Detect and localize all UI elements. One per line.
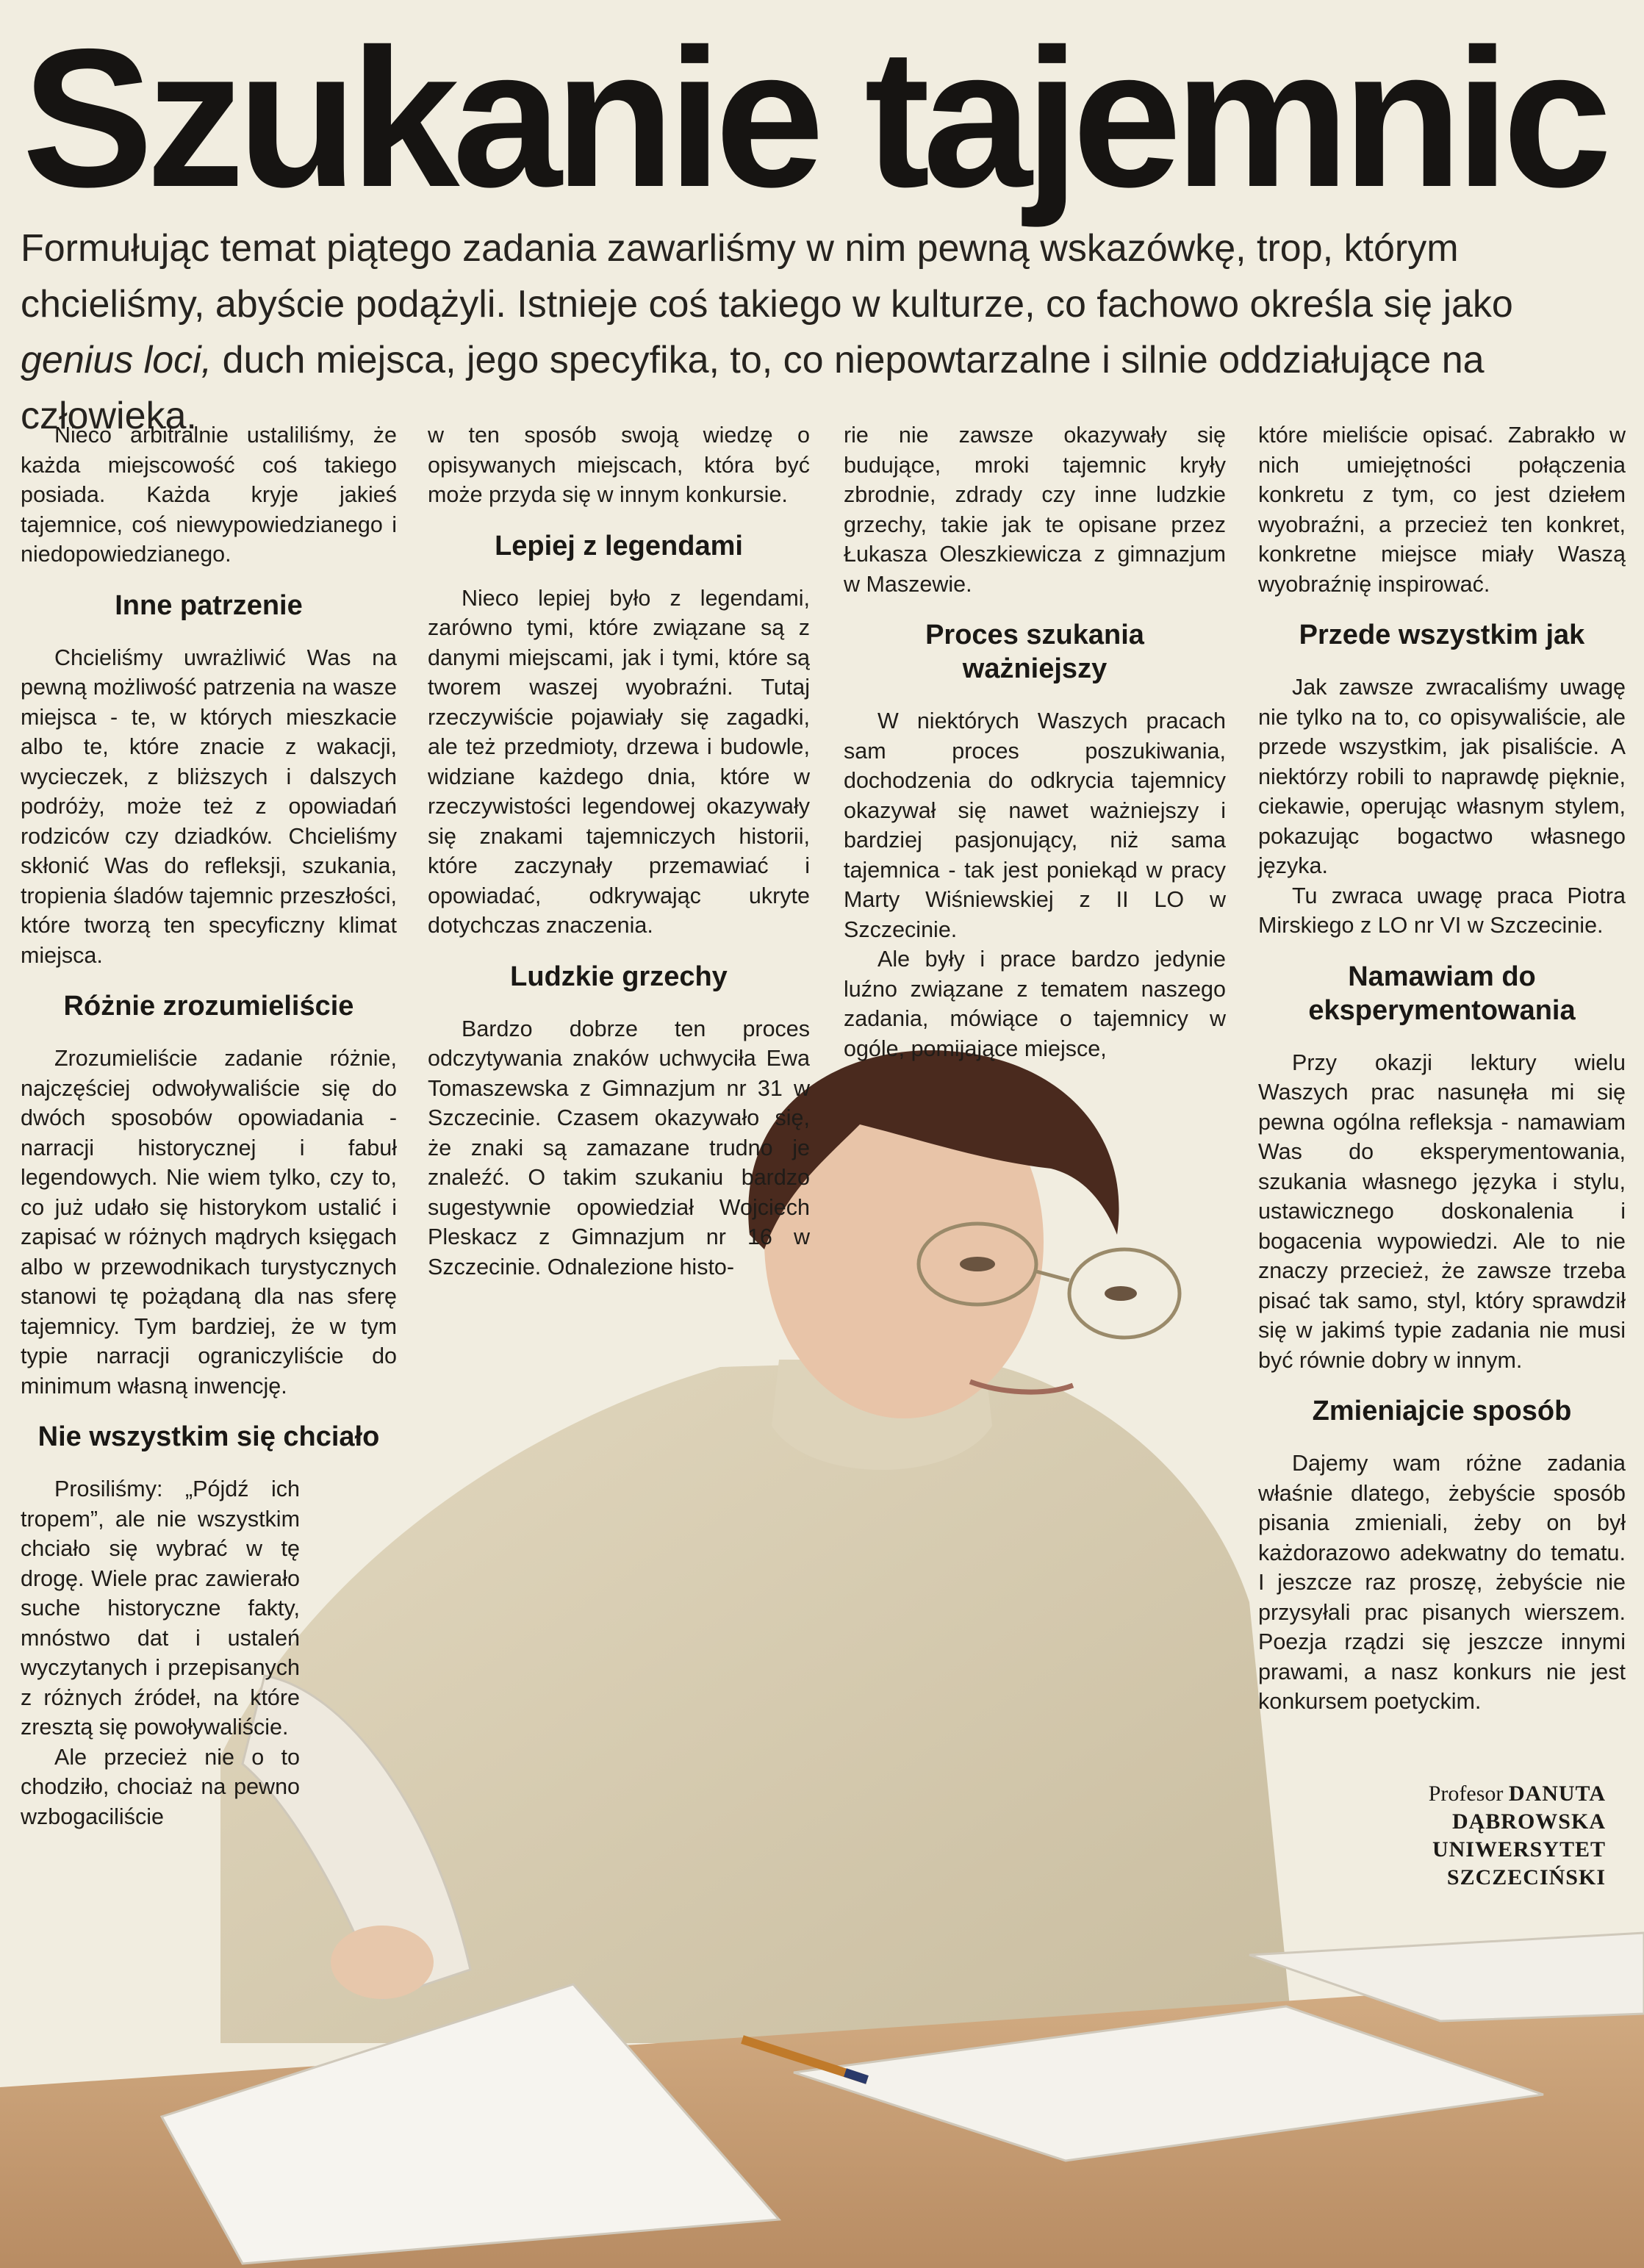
- lead-text-start: Formułując temat piątego zadania zawarliśmy w nim pewną wskazówkę, trop, którym chcieliśmy, abyście podążyli. Istnieje coś takiego w kulturze, co fachowo określa się jako: [21, 227, 1513, 326]
- author-name: DANUTA DĄBROWSKA: [1451, 1781, 1606, 1834]
- subheading: Przede wszystkim jak: [1299, 620, 1585, 650]
- body-paragraph: Tu zwraca uwagę praca Piotra Mirskiego z LO nr VI w Szczecinie.: [1258, 883, 1626, 938]
- author-line: [1297, 1780, 1606, 1836]
- body-paragraph: Prosiliśmy: „Pójdź ich tropem”, ale nie wszystkim chciało się wybrać w tę drogę. Wiele prac zawierało suche historyczne fakty, mnóstwo dat i ustaleń wyczytanych i przepisanych z różnych źródeł, na które zresztą się powoływaliście.: [21, 1476, 300, 1740]
- body-paragraph: w ten sposób swoją wiedzę o opisywanych miejscach, która być może przyda się w innym konkursie.: [428, 423, 810, 507]
- body-paragraph: rie nie zawsze okazywały się budujące, mroki tajemnic kryły zbrodnie, zdrady czy inne ludzkie grzechy, takie jak te opisane przez Łukasza Oleszkiewicza z gimnazjum w Maszewie.: [844, 423, 1226, 597]
- subheading: Zmieniajcie sposób: [1312, 1396, 1572, 1427]
- body-paragraph: Dajemy wam różne zadania właśnie dlatego, żebyście sposób pisania zmieniali, żeby on był każdorazowo adekwatny do tematu. I jeszcze raz proszę, żebyście nie przysyłali prac pisanych wierszem. Poezja rządzi się jeszcze innymi prawami, a nasz konkurs nie jest konkursem poetyckim.: [1258, 1451, 1626, 1714]
- lead-paragraph: [21, 220, 1623, 444]
- lead-term: genius loci,: [21, 339, 212, 381]
- body-paragraph: Zrozumieliście zadanie różnie, najczęściej odwoływaliście się do dwóch sposobów opowiadania - narracji historycznej i fabuł legendowych. Nie wiem tylko, czy to, co już udało się historykom ustalić i zapisać w różnych mądrych księgach albo w przewodnikach turystycznych stanowi tę pożądaną dla nas sferę tajemnicy. Tym bardziej, że w tym typie narracji ograniczyliście do minimum własną inwencję.: [21, 1046, 397, 1399]
- body-paragraph: Ale przecież nie o to chodziło, chociaż na pewno wzbogaciliście: [21, 1744, 300, 1829]
- column-2: [428, 420, 810, 1282]
- column-1: [21, 420, 397, 1831]
- subheading: Proces szukania ważniejszy: [925, 620, 1144, 684]
- column-4: [1258, 420, 1626, 1717]
- author-affiliation-2: SZCZECIŃSKI: [1446, 1865, 1606, 1890]
- body-paragraph: Nieco lepiej było z legendami, zarówno tymi, które związane są z danymi miejscami, jak i tymi, które są tworem waszej wyobraźni. Tutaj rzeczywiście pojawiały się zagadki, ale też przedmioty, drzewa i budowle, widziane każdego dnia, które w rzeczywistości legendowej okazywały się znakami tajemniczych historii, które zaczynały przemawiać i opowiadać, odkrywając ukryte dotychczas znaczenia.: [428, 585, 810, 938]
- body-paragraph: Przy okazji lektury wielu Waszych prac nasunęła mi się pewna ogólna refleksja - namawiam Was do eksperymentowania, szukania własnego języka i stylu, ustawicznego doskonalenia i bogacenia wypowiedzi. Ale to nie znaczy przecież, że zawsze trzeba pisać tak samo, styl, który sprawdził się w jakimś typie zadania nie musi być równie dobry w innym.: [1258, 1049, 1626, 1373]
- body-paragraph: Bardzo dobrze ten proces odczytywania znaków uchwyciła Ewa Tomaszewska z Gimnazjum nr 31 w Szczecinie. Czasem okazywało się, że znaki są zamazane trudno je znaleźć. O takim szukaniu bardzo sugestywnie opowiedział Wojciech Pleskacz z Gimnazjum nr 16 w Szczecinie. Odnalezione histo-: [428, 1016, 810, 1280]
- author-title: Profesor: [1428, 1781, 1504, 1806]
- body-paragraph: Ale były i prace bardzo jedynie luźno związane z tematem naszego zadania, mówiące o tajemnicy w ogóle, pomijające miejsce,: [844, 947, 1226, 1061]
- subheading: Nie wszystkim się chciało: [37, 1421, 380, 1452]
- author-signature: [1297, 1780, 1606, 1892]
- subheading: Lepiej z legendami: [495, 530, 743, 561]
- subheading: Różnie zrozumieliście: [63, 991, 354, 1022]
- author-affiliation-1: UNIWERSYTET: [1432, 1837, 1606, 1862]
- body-paragraph: które mieliście opisać. Zabrakło w nich umiejętności połączenia konkretu z tym, co jest dziełem wyobraźni, a przecież ten konkret, konkretne miejsce miały Waszą wyobraźnię inspirować.: [1258, 423, 1626, 597]
- subheading: Namawiam do eksperymentowania: [1308, 961, 1576, 1026]
- column-3: [844, 420, 1226, 1063]
- subheading: Ludzkie grzechy: [510, 961, 728, 992]
- headline: Szukanie tajemnic: [22, 7, 1605, 228]
- body-paragraph: Chcieliśmy uwrażliwić Was na pewną możliwość patrzenia na wasze miejsca - te, w których mieszkacie albo te, które znacie z wakacji, wycieczek, z bliższych i dalszych podróży, może też z opowiadań rodziców czy dziadków. Chcieliśmy skłonić Was do refleksji, szukania, tropienia śladów tajemnic przeszłości, które tworzą ten specyficzny klimat miejsca.: [21, 645, 397, 968]
- lead-text-end: duch miejsca, jego specyfika, to, co niepowtarzalne i silnie oddziałujące na człowieka.: [21, 339, 1485, 437]
- body-paragraph: Jak zawsze zwracaliśmy uwagę nie tylko na to, co opisywaliście, ale przede wszystkim, jak pisaliście. A niektórzy robili to naprawdę pięknie, ciekawie, operując własnym stylem, pokazując bogactwo własnego języka.: [1258, 675, 1626, 878]
- body-paragraph: Nieco arbitralnie ustaliliśmy, że każda miejscowość coś takiego posiada. Każda kryje jakieś tajemnice, coś niewypowiedzianego i niedopowiedzianego.: [21, 423, 397, 567]
- body-paragraph: W niektórych Waszych pracach sam proces poszukiwania, dochodzenia do odkrycia tajemnicy okazywał się nawet ważniejszy i bardziej pasjonujący, niż sama tajemnica - tak jest poniekąd w pracy Marty Wiśniewskiej z II LO w Szczecinie.: [844, 708, 1226, 942]
- subheading: Inne patrzenie: [115, 589, 303, 621]
